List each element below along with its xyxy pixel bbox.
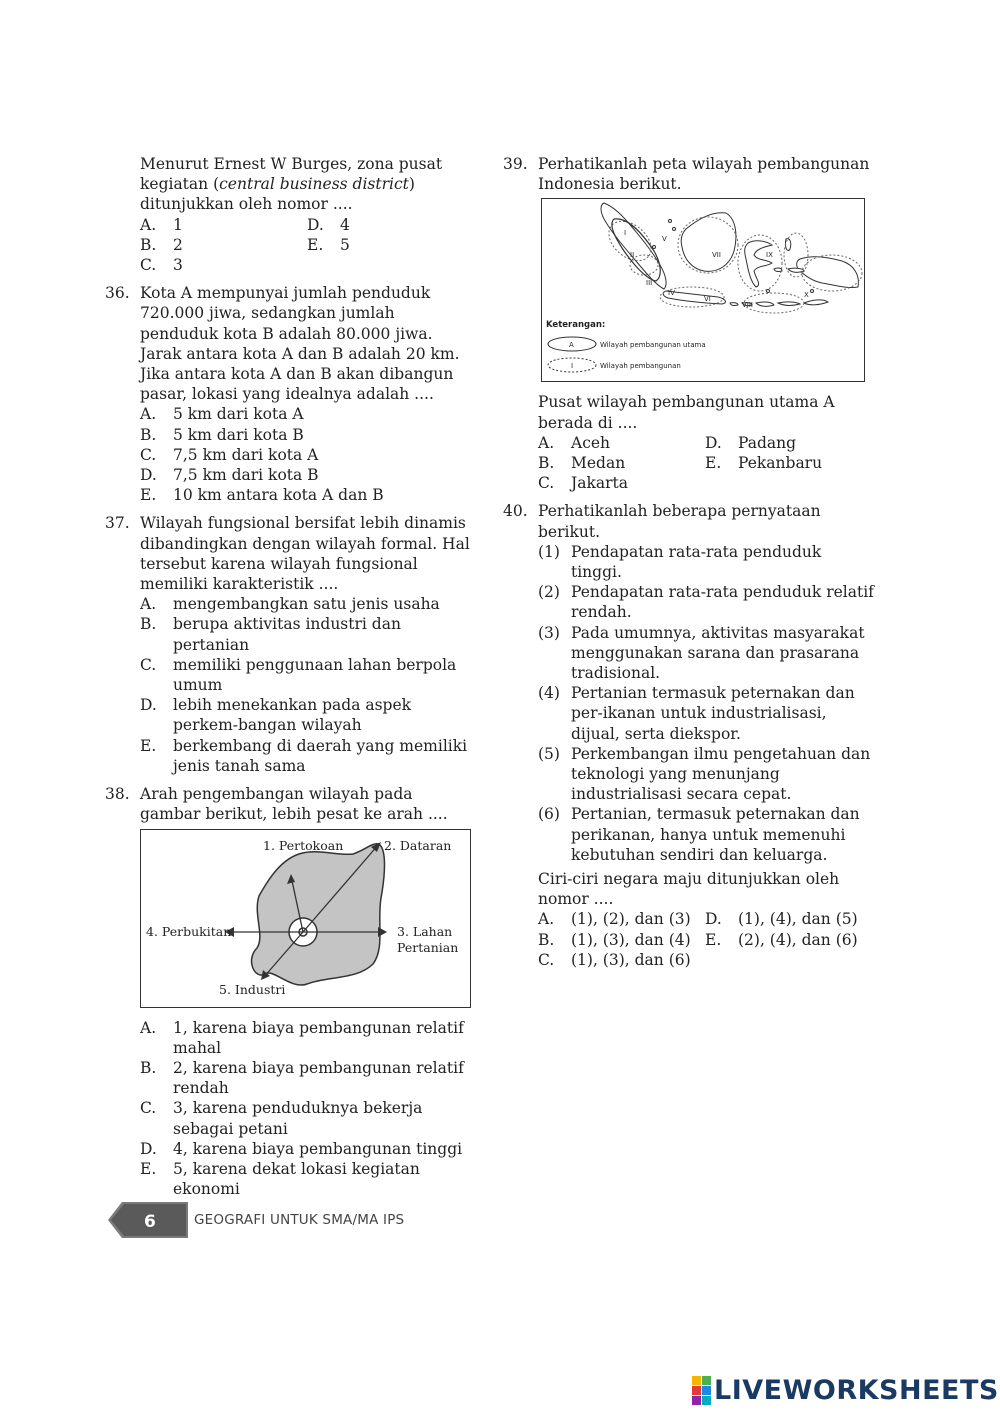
development-diagram [141, 830, 469, 1006]
option[interactable]: E. (2), (4), dan (6) [705, 930, 858, 949]
question-40-stem: Perhatikanlah beberapa pernyataan berikut. [538, 502, 821, 541]
region-label-i: I [624, 229, 627, 238]
legend-title: Keterangan: [546, 320, 606, 331]
label-perbukitan: 4. Perbukitan [146, 923, 232, 939]
option[interactable]: A. 1 [140, 215, 183, 234]
label-dataran: 2. Dataran [384, 837, 452, 853]
question-37-stem: Wilayah fungsional bersifat lebih dinamis dibandingkan dengan wilayah formal. Hal tersebut karena wilayah fungsional memiliki karakteristik .... [140, 514, 470, 594]
option[interactable]: B. Medan [538, 454, 626, 473]
statement: (4) Pertanian termasuk peternakan dan per-ikanan untuk industrialisasi, dijual, serta diekspor. [538, 684, 855, 743]
region-label-x: X [804, 291, 809, 300]
option[interactable]: C. 3, karena penduduknya bekerja sebagai petani [140, 1099, 423, 1138]
option[interactable]: D. Padang [705, 433, 797, 452]
question-39-options [538, 433, 875, 494]
question-38 [105, 784, 477, 1199]
statement: (2) Pendapatan rata-rata penduduk relatif rendah. [538, 583, 874, 622]
option[interactable]: A. (1), (2), dan (3) [538, 910, 691, 929]
region-label-ix: IX [766, 251, 773, 260]
question-39-question: Pusat wilayah pembangunan utama A berada di .... [538, 393, 835, 432]
region-label-iii: III [646, 279, 653, 288]
logo-cell [702, 1376, 711, 1385]
option[interactable]: D. 7,5 km dari kota B [140, 466, 319, 485]
region-label-vi: VI [704, 295, 711, 304]
liveworksheets-wordmark: LIVEWORKSHEETS [714, 1374, 999, 1406]
option[interactable]: C. (1), (3), dan (6) [538, 950, 691, 969]
island-kalimantan [681, 213, 736, 272]
question-36 [105, 283, 477, 505]
logo-cell [702, 1396, 711, 1405]
logo-cell [692, 1376, 701, 1385]
statement: (5) Perkembangan ilmu pengetahuan dan teknologi yang menunjang industrialisasi secara cepat. [538, 744, 871, 804]
indonesia-development-map [541, 198, 865, 382]
book-title: GEOGRAFI UNTUK SMA/MA IPS [194, 1212, 405, 1228]
statement: (6) Pertanian, termasuk peternakan dan perikanan, hanya untuk memenuhi kebutuhan sendiri dan keluarga. [538, 805, 860, 864]
legend-i-symbol: I [571, 362, 574, 371]
logo-cell [702, 1386, 711, 1395]
option[interactable]: B. berupa aktivitas industri dan pertanian [140, 615, 401, 654]
option[interactable]: E. 10 km antara kota A dan B [140, 486, 384, 505]
island-sumatra [601, 203, 666, 289]
label-industri: 5. Industri [219, 981, 286, 997]
option[interactable]: E. Pekanbaru [705, 454, 823, 473]
island-small [811, 290, 814, 293]
island-papua [797, 257, 859, 288]
region-label-v: V [662, 235, 667, 244]
region-label-vii: VII [712, 251, 721, 260]
question-40-statements [538, 542, 875, 865]
option[interactable]: A. 1, karena biaya pembangunan relatif mahal [140, 1018, 464, 1057]
option[interactable]: C. 3 [140, 256, 183, 275]
option[interactable]: E. berkembang di daerah yang memiliki jenis tanah sama [140, 736, 468, 775]
question-38-stem: Arah pengembangan wilayah pada gambar berikut, lebih pesat ke arah .... [140, 785, 448, 824]
map-svg [542, 199, 863, 380]
question-number: 40. [503, 502, 528, 521]
logo-cell [692, 1386, 701, 1395]
left-column [105, 154, 477, 1207]
development-direction-figure [140, 829, 471, 1008]
region-label-iv: IV [668, 289, 675, 298]
option[interactable]: B. 2, karena biaya pembangunan relatif rendah [140, 1058, 464, 1098]
option[interactable]: E. 5 [307, 235, 350, 254]
question-number: 39. [503, 155, 528, 173]
island-small [653, 246, 656, 249]
page-number-tab [108, 1202, 188, 1238]
option[interactable]: D. (1), (4), dan (5) [705, 910, 858, 929]
label-lahan: 3. Lahan [397, 923, 453, 939]
legend-a-symbol: A [569, 341, 574, 350]
island-bali [730, 303, 738, 306]
question-37 [105, 513, 477, 776]
statement: (1) Pendapatan rata-rata penduduk tinggi. [538, 542, 822, 582]
option[interactable]: C. memiliki penggunaan lahan berpola umum [140, 655, 457, 695]
island-sulawesi [745, 241, 772, 287]
liveworksheets-logo[interactable] [692, 1374, 999, 1406]
question-35-options [140, 215, 477, 276]
option[interactable]: A. mengembangkan satu jenis usaha [140, 595, 440, 614]
question-37-options [140, 594, 477, 776]
legend-i-text: Wilayah pembangunan [600, 362, 681, 371]
option[interactable]: C. Jakarta [538, 474, 628, 493]
region-label-viii: VIII [742, 301, 753, 310]
liveworksheets-logo-icon [692, 1376, 711, 1405]
option[interactable]: D. 4 [307, 215, 350, 234]
logo-cell [692, 1396, 701, 1405]
question-number: 36. [105, 284, 130, 303]
question-36-options [140, 404, 477, 505]
option[interactable]: E. 5, karena dekat lokasi kegiatan ekonomi [140, 1159, 420, 1199]
label-pertanian: Pertanian [397, 939, 459, 955]
option[interactable]: D. lebih menekankan pada aspek perkem-bangan wilayah [140, 696, 412, 735]
island-small [669, 220, 672, 223]
island-small [673, 228, 676, 231]
option[interactable]: A. 5 km dari kota A [140, 405, 304, 424]
option[interactable]: A. Aceh [538, 433, 611, 452]
region-label-ii: II [630, 251, 635, 260]
question-35-stem: Menurut Ernest W Burges, zona pusat kegiatan (central business district) ditunjukkan oleh nomor .... [140, 155, 443, 214]
option[interactable]: C. 7,5 km dari kota A [140, 445, 319, 464]
option[interactable]: B. 5 km dari kota B [140, 425, 304, 444]
page-number: 6 [144, 1212, 156, 1232]
option[interactable]: B. (1), (3), dan (4) [538, 930, 691, 949]
island-flores [778, 302, 800, 305]
legend-a-text: Wilayah pembangunan utama [600, 341, 706, 350]
question-36-stem: Kota A mempunyai jumlah penduduk 720.000 jiwa, sedangkan jumlah penduduk kota B adalah 80.000 jiwa. Jarak antara kota A dan B adalah 20 km. Jika antara kota A dan B akan dibangun pasar, lokasi yang idealnya adalah .... [140, 284, 460, 404]
arrowhead-3 [378, 927, 387, 937]
right-column [503, 154, 875, 978]
label-pertokoan: 1. Pertokoan [263, 837, 344, 853]
island-halmahera [785, 239, 790, 251]
option[interactable]: D. 4, karena biaya pembangunan tinggi [140, 1139, 463, 1158]
island-sumbawa [756, 302, 774, 306]
question-40 [503, 501, 875, 970]
question-38-options [140, 1018, 477, 1200]
question-40-question: Ciri-ciri negara maju ditunjukkan oleh nomor .... [538, 870, 840, 909]
question-number: 37. [105, 514, 130, 533]
question-35 [105, 154, 477, 275]
question-number: 38. [105, 785, 130, 804]
option[interactable]: B. 2 [140, 235, 183, 254]
question-40-options [538, 909, 875, 970]
statement: (3) Pada umumnya, aktivitas masyarakat menggunakan sarana dan prasarana tradisional. [538, 623, 865, 683]
island-timor [804, 300, 828, 305]
question-39 [503, 154, 875, 493]
question-39-stem: Perhatikanlah peta wilayah pembangunan Indonesia berikut. [538, 155, 870, 194]
